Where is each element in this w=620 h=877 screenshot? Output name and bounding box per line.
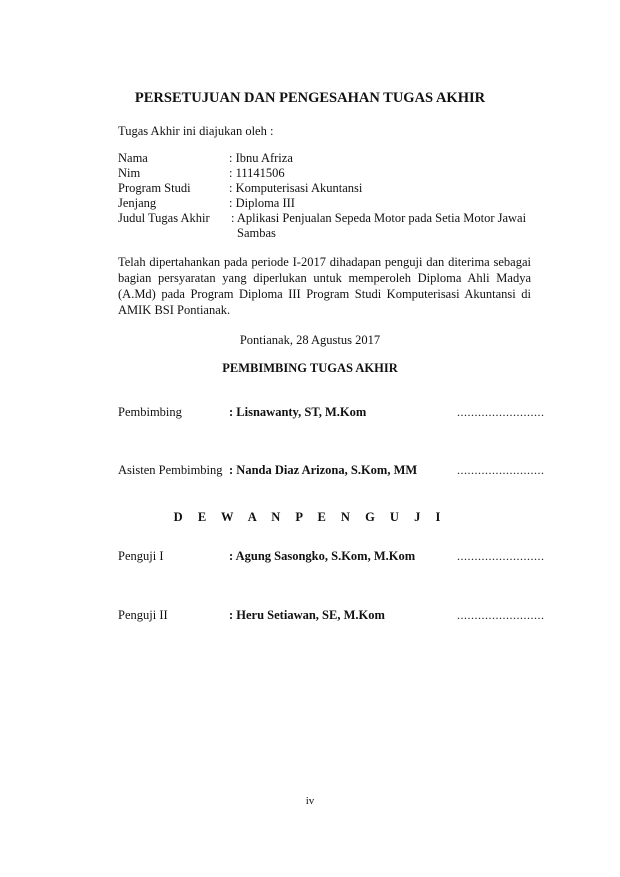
signature-line-examiner-2: ......................... (457, 608, 545, 622)
signatory-role-assistant: Asisten Pembimbing (118, 463, 223, 477)
signature-line-examiner-1: ......................... (457, 549, 545, 563)
place-date: Pontianak, 28 Agustus 2017 (239, 333, 381, 347)
signatory-name-examiner-1: : Agung Sasongko, S.Kom, M.Kom (229, 549, 416, 563)
field-value-judul-cont: Sambas (237, 226, 276, 240)
field-label-nama: Nama (118, 151, 148, 165)
field-value-judul: : Aplikasi Penjualan Sepeda Motor pada Setia Motor Jawai (231, 211, 527, 225)
signature-line-advisor: ......................... (457, 405, 545, 419)
field-value-jenjang: : Diploma III (229, 196, 295, 210)
advisor-heading: PEMBIMBING TUGAS AKHIR (222, 361, 398, 375)
signatory-role-examiner-1: Penguji I (118, 549, 164, 563)
signatory-name-advisor: : Lisnawanty, ST, M.Kom (229, 405, 367, 419)
examiner-heading: D E W A N P E N G U J I (173, 510, 447, 524)
field-label-jenjang: Jenjang (118, 196, 157, 210)
field-label-judul: Judul Tugas Akhir (118, 211, 210, 225)
field-value-program-studi: : Komputerisasi Akuntansi (229, 181, 363, 195)
page-number: iv (305, 795, 315, 807)
signatory-role-examiner-2: Penguji II (118, 608, 168, 622)
approval-paragraph: Telah dipertahankan pada periode I-2017 dihadapan penguji dan diterima sebagai bagian persyaratan yang diperlukan untuk memperoleh Diploma Ahli Madya (A.Md) pada Program Diploma III Program Studi Komputerisasi Akuntansi di AMIK BSI Pontianak. (118, 255, 531, 317)
signatory-name-examiner-2: : Heru Setiawan, SE, M.Kom (229, 608, 385, 622)
signatory-name-assistant: : Nanda Diaz Arizona, S.Kom, MM (229, 463, 418, 477)
document-title: PERSETUJUAN DAN PENGESAHAN TUGAS AKHIR (134, 90, 486, 106)
field-label-nim: Nim (118, 166, 141, 180)
intro-text: Tugas Akhir ini diajukan oleh : (118, 124, 274, 138)
field-label-program-studi: Program Studi (118, 181, 191, 195)
field-value-nim: : 11141506 (229, 166, 285, 180)
signatory-role-advisor: Pembimbing (118, 405, 182, 419)
field-value-nama: : Ibnu Afriza (229, 151, 293, 165)
signature-line-assistant: ......................... (457, 463, 545, 477)
